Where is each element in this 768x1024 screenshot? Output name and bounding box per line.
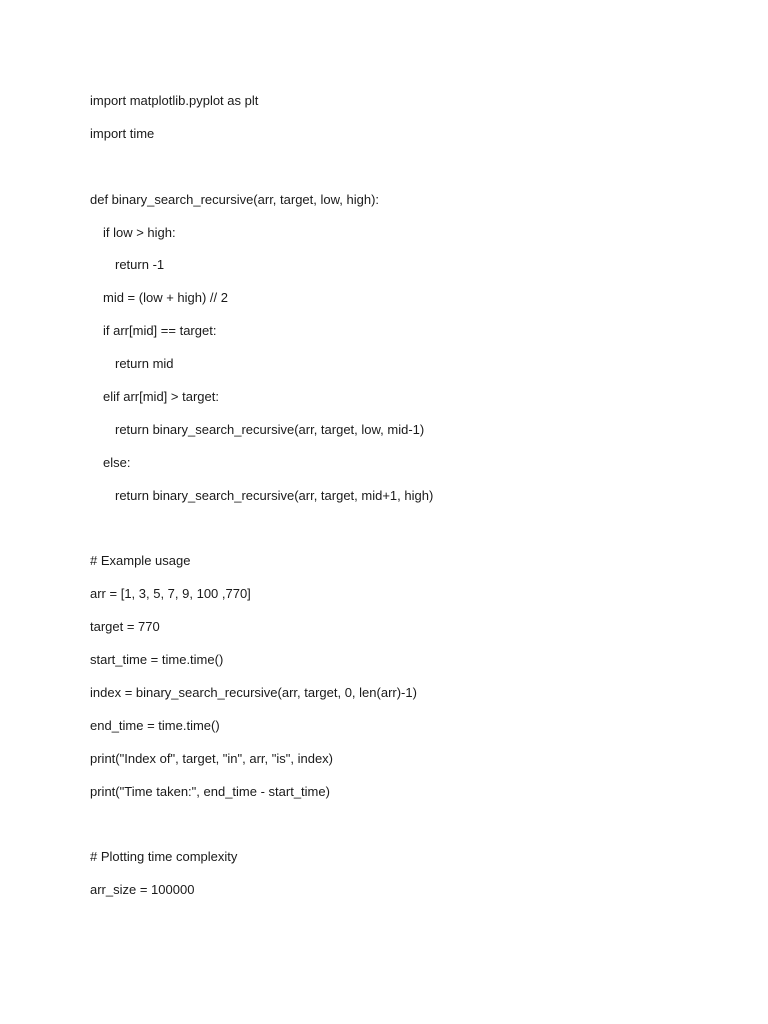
code-line: if low > high: [103,224,176,240]
code-line: arr_size = 100000 [90,882,195,898]
blank-line [90,816,730,849]
code-line: return binary_search_recursive(arr, target, mid+1, high) [115,487,434,503]
code-line: else: [103,454,131,470]
code-line: target = 770 [90,619,160,635]
code-line: elif arr[mid] > target: [103,389,219,405]
blank-line [90,520,730,553]
code-line: import time [90,125,155,141]
code-line: arr = [1, 3, 5, 7, 9, 100 ,770] [90,586,251,602]
code-line: # Example usage [90,553,191,569]
code-line: return mid [115,356,174,372]
blank-line [90,158,730,191]
code-line: import matplotlib.pyplot as plt [90,93,259,108]
code-line: start_time = time.time() [90,652,224,668]
code-body [90,92,730,914]
code-line: # Plotting time complexity [90,849,238,865]
code-line: return -1 [115,257,165,273]
code-line: print("Index of", target, "in", arr, "is", index) [90,750,334,766]
code-line: if arr[mid] == target: [103,323,217,339]
code-line: def binary_search_recursive(arr, target, low, high): [90,191,380,207]
code-line: index = binary_search_recursive(arr, target, 0, len(arr)-1) [90,685,417,701]
code-line: mid = (low + high) // 2 [103,290,228,306]
code-line: end_time = time.time() [90,717,220,733]
code-line: return binary_search_recursive(arr, target, low, mid-1) [115,421,425,437]
code-line: print("Time taken:", end_time - start_time) [90,783,330,799]
